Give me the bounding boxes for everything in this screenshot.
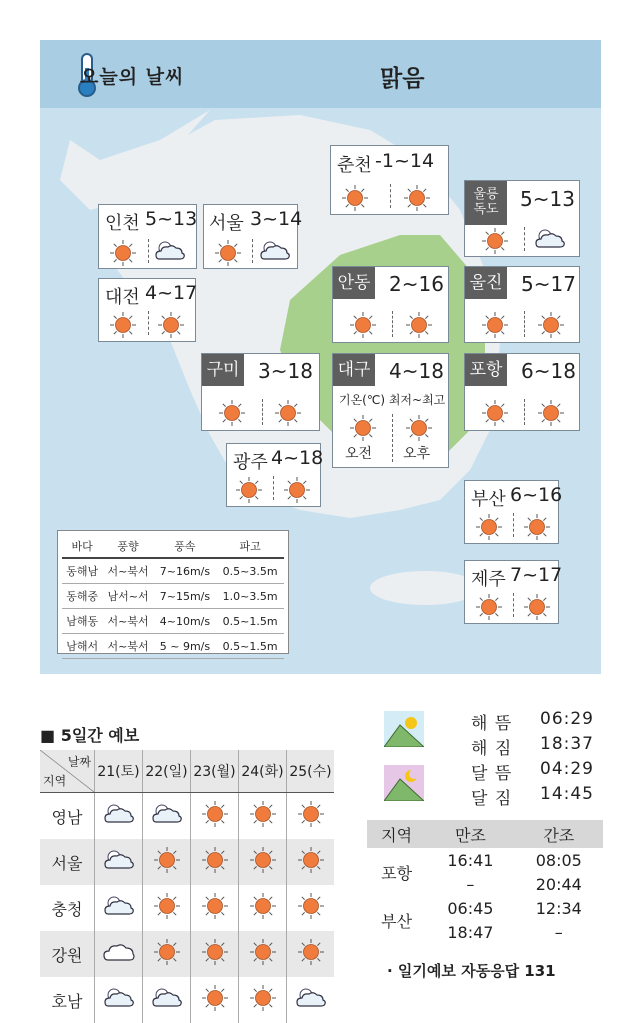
sea-cell: 서~북서 — [102, 558, 153, 584]
city-name: 춘천 — [337, 155, 372, 176]
sun-icon — [274, 399, 302, 431]
tide-header-row — [367, 820, 603, 848]
city-name: 광주 — [233, 452, 268, 473]
sun-icon — [153, 951, 181, 970]
forecast-header-row — [40, 750, 334, 793]
city-tag: 울진 — [465, 267, 507, 299]
sun-icon — [481, 311, 509, 343]
card-jeju — [464, 560, 563, 624]
tide-region: 부산 — [381, 911, 413, 931]
divider — [148, 311, 149, 335]
sea-cell: 7~16m/s — [154, 558, 216, 584]
moon-mountain-icon — [384, 765, 424, 801]
divider — [524, 227, 525, 251]
day-header: 21(토) — [95, 750, 143, 793]
city-name: 인천 — [105, 213, 140, 234]
sun-icon — [405, 311, 433, 343]
moonset-label: 달 짐 — [471, 789, 513, 809]
city-tag: 대구 — [333, 354, 375, 386]
forecast-cell — [143, 885, 191, 931]
tide-high: – — [466, 874, 475, 894]
divider — [262, 399, 263, 425]
forecast-cell — [143, 931, 191, 977]
moonrise-time: 04:29 — [540, 759, 594, 779]
table-row — [62, 609, 284, 634]
sea-cell: 동해중 — [62, 584, 102, 609]
legend-pm-label: 오후 — [403, 446, 431, 462]
forecast-cell — [287, 931, 335, 977]
divider — [392, 311, 393, 337]
header-bar — [40, 40, 601, 108]
sun-icon — [249, 905, 277, 924]
sun-icon — [201, 905, 229, 924]
sea-cell: 0.5~1.5m — [216, 609, 284, 634]
sea-cell: 0.5~1.5m — [216, 634, 284, 659]
city-tag: 안동 — [333, 267, 375, 299]
sunset-time: 18:37 — [540, 734, 594, 754]
cloud-icon — [102, 949, 136, 968]
sea-cell: 동해남 — [62, 558, 102, 584]
partly-cloudy-icon — [102, 903, 136, 922]
sea-cell: 서~북서 — [102, 634, 153, 659]
sunrise-label: 해 뜸 — [471, 714, 513, 734]
sea-cell: 7~15m/s — [154, 584, 216, 609]
forecast-row — [40, 839, 334, 885]
divider — [513, 513, 514, 537]
tide-low: – — [554, 922, 563, 942]
day-header: 23(월) — [191, 750, 239, 793]
forecast-cell — [95, 977, 143, 1023]
header-condition: 맑음 — [380, 66, 425, 92]
sun-icon — [297, 951, 325, 970]
city-tag: 울릉 독도 — [465, 181, 507, 225]
table-row — [367, 848, 603, 872]
tide-low: 12:34 — [535, 898, 582, 918]
sea-header: 바다 — [62, 535, 102, 558]
sea-cell: 남해동 — [62, 609, 102, 634]
card-gumi — [201, 353, 320, 431]
partly-cloudy-icon — [150, 811, 184, 830]
sun-icon — [523, 513, 551, 545]
card-seoul — [203, 204, 303, 269]
city-temp: 7~17 — [510, 564, 563, 586]
sun-icon — [475, 593, 503, 625]
forecast-row — [40, 793, 334, 840]
forecast-cell — [95, 885, 143, 931]
tide-high: 16:41 — [447, 850, 494, 870]
card-andong — [332, 266, 449, 343]
region-label: 서울 — [40, 839, 95, 885]
card-chuncheon — [330, 145, 449, 215]
card-daejeon — [98, 278, 196, 342]
region-label: 호남 — [40, 977, 95, 1023]
city-name: 서울 — [209, 213, 244, 234]
tide-high: 18:47 — [447, 922, 494, 942]
city-temp: 4~17 — [145, 282, 198, 304]
forecast-cell — [287, 793, 335, 840]
day-header: 22(일) — [143, 750, 191, 793]
city-tag: 구미 — [202, 354, 244, 386]
forecast-row — [40, 977, 334, 1023]
moonrise-label: 달 뜸 — [471, 764, 513, 784]
tide-header: 간조 — [515, 820, 603, 848]
partly-cloudy-icon — [294, 995, 328, 1014]
city-temp: 2~16 — [389, 272, 444, 296]
divider — [252, 239, 253, 263]
forecast-cell — [287, 977, 335, 1023]
sun-icon — [523, 593, 551, 625]
forecast-cell — [239, 977, 287, 1023]
sun-icon — [481, 399, 509, 431]
forecast-cell — [143, 839, 191, 885]
sun-icon — [214, 239, 242, 271]
forecast-row — [40, 931, 334, 977]
table-row — [62, 584, 284, 609]
city-temp: 3~14 — [250, 208, 303, 230]
sun-icon — [249, 951, 277, 970]
sun-icon — [405, 414, 433, 446]
city-tag: 포항 — [465, 354, 507, 386]
sea-cell: 4~10m/s — [154, 609, 216, 634]
region-label: 강원 — [40, 931, 95, 977]
table-row — [62, 558, 284, 584]
forecast-cell — [191, 977, 239, 1023]
city-temp: 5~13 — [145, 208, 198, 230]
sea-header: 풍향 — [102, 535, 153, 558]
divider — [273, 476, 274, 500]
tide-header: 지역 — [367, 820, 426, 848]
moonset-time: 14:45 — [540, 784, 594, 804]
sea-cell: 0.5~3.5m — [216, 558, 284, 584]
partly-cloudy-icon — [102, 811, 136, 830]
sun-icon — [201, 813, 229, 832]
sun-icon — [201, 859, 229, 878]
sun-icon — [201, 951, 229, 970]
corner-cell — [40, 750, 95, 793]
table-row — [62, 634, 284, 659]
sunrise-time: 06:29 — [540, 709, 594, 729]
sun-icon — [283, 476, 311, 508]
partly-cloudy-icon — [150, 995, 184, 1014]
card-gwangju — [226, 443, 324, 507]
city-name: 대전 — [105, 287, 140, 308]
sunrise-mountain-icon — [384, 711, 424, 747]
forecast-cell — [191, 885, 239, 931]
city-temp: -1~14 — [375, 150, 435, 172]
partly-cloudy-icon — [102, 995, 136, 1014]
city-temp: 6~16 — [510, 484, 563, 506]
forecast-cell — [95, 839, 143, 885]
table-row — [367, 896, 603, 920]
divider — [148, 239, 149, 263]
forecast-table — [40, 750, 334, 1023]
partly-cloudy-icon — [102, 857, 136, 876]
city-temp: 5~17 — [521, 272, 576, 296]
sun-icon — [481, 227, 509, 259]
divider — [392, 414, 393, 462]
sun-icon — [341, 184, 369, 216]
forecast-cell — [239, 793, 287, 840]
city-temp: 4~18 — [389, 359, 444, 383]
sun-icon — [297, 813, 325, 832]
forecast-cell — [95, 931, 143, 977]
forecast-cell — [191, 931, 239, 977]
sun-icon — [349, 414, 377, 446]
divider — [524, 311, 525, 337]
forecast-cell — [143, 793, 191, 840]
sun-icon — [537, 399, 565, 431]
sea-conditions-table — [57, 530, 289, 654]
corner-region-label: 지역 — [43, 774, 67, 788]
sea-cell: 남해서 — [62, 634, 102, 659]
card-daegu — [332, 353, 449, 468]
forecast-cell — [143, 977, 191, 1023]
sea-cell: 1.0~3.5m — [216, 584, 284, 609]
sun-icon — [109, 311, 137, 343]
sunset-label: 해 짐 — [471, 739, 513, 759]
sun-icon — [153, 905, 181, 924]
sun-icon — [249, 859, 277, 878]
day-header: 24(화) — [239, 750, 287, 793]
sun-icon — [297, 905, 325, 924]
partly-cloudy-icon — [258, 239, 292, 267]
city-name: 제주 — [471, 569, 506, 590]
sun-icon — [235, 476, 263, 508]
region-label: 영남 — [40, 793, 95, 840]
sun-icon — [109, 239, 137, 271]
forecast-row — [40, 885, 334, 931]
city-name: 부산 — [471, 489, 506, 510]
forecast-cell — [239, 931, 287, 977]
tide-table — [367, 820, 603, 944]
sun-icon — [218, 399, 246, 431]
weather-map — [40, 40, 601, 674]
sun-icon — [349, 311, 377, 343]
sun-icon — [249, 813, 277, 832]
divider — [513, 593, 514, 617]
forecast-cell — [191, 839, 239, 885]
tide-high: 06:45 — [447, 898, 494, 918]
partly-cloudy-icon — [153, 239, 187, 267]
sea-header: 풍속 — [154, 535, 216, 558]
legend-am-label: 오전 — [345, 446, 373, 462]
card-busan — [464, 480, 563, 544]
corner-date-label: 날짜 — [67, 755, 91, 769]
card-uljin — [464, 266, 580, 343]
card-ulleung — [464, 180, 580, 257]
city-temp: 5~13 — [520, 187, 575, 211]
partly-cloudy-icon — [533, 227, 567, 255]
sea-cell: 5 ~ 9m/s — [154, 634, 216, 659]
forecast-title: ■ 5일간 예보 — [40, 726, 140, 745]
city-temp: 3~18 — [258, 359, 313, 383]
header-title: 오늘의 날씨 — [80, 66, 185, 88]
auto-response-note: · 일기예보 자동응답 131 — [387, 962, 556, 980]
forecast-cell — [191, 793, 239, 840]
tide-low: 20:44 — [535, 874, 582, 894]
city-temp: 4~18 — [271, 447, 324, 469]
city-temp: 6~18 — [521, 359, 576, 383]
forecast-cell — [95, 793, 143, 840]
sea-cell: 남서~서 — [102, 584, 153, 609]
sea-header-row — [62, 535, 284, 558]
sun-icon — [157, 311, 185, 343]
sun-icon — [403, 184, 431, 216]
forecast-cell — [239, 885, 287, 931]
sea-header: 파고 — [216, 535, 284, 558]
tide-header: 만조 — [426, 820, 514, 848]
sun-icon — [153, 859, 181, 878]
card-pohang — [464, 353, 580, 431]
sun-icon — [475, 513, 503, 545]
tide-region: 포항 — [381, 863, 413, 883]
legend-temp-label: 기온(℃) 최저~최고 — [339, 393, 446, 407]
card-incheon — [98, 204, 197, 269]
sea-cell: 서~북서 — [102, 609, 153, 634]
sun-icon — [537, 311, 565, 343]
tide-low: 08:05 — [535, 850, 582, 870]
divider — [390, 184, 391, 208]
sun-icon — [297, 859, 325, 878]
day-header: 25(수) — [287, 750, 335, 793]
forecast-cell — [239, 839, 287, 885]
forecast-cell — [287, 885, 335, 931]
forecast-cell — [287, 839, 335, 885]
region-label: 충청 — [40, 885, 95, 931]
divider — [524, 399, 525, 425]
